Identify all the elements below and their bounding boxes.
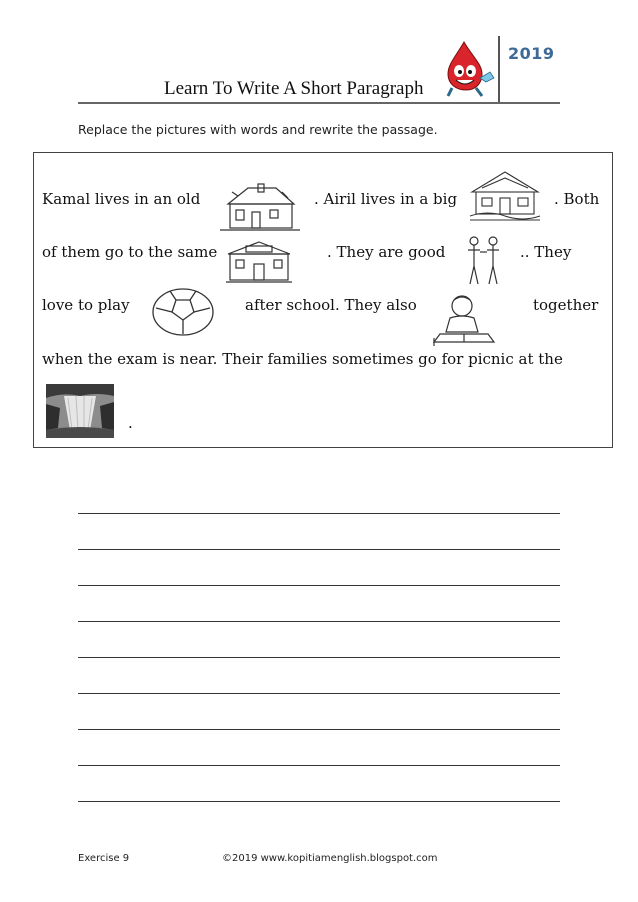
writing-line — [78, 657, 560, 658]
writing-line — [78, 621, 560, 622]
passage-line2-c: .. They — [520, 243, 572, 261]
writing-line — [78, 765, 560, 766]
passage-line3-c: together — [533, 296, 599, 314]
passage-line5-period: . — [128, 414, 133, 432]
old-house-icon — [218, 182, 302, 232]
passage-line1-c: . Both — [554, 190, 600, 208]
blood-drop-mascot-icon — [442, 38, 496, 100]
writing-line — [78, 801, 560, 802]
waterfall-icon — [46, 384, 114, 438]
passage-line2-a: of them go to the same — [42, 243, 218, 261]
year-label: 2019 — [508, 44, 555, 63]
copyright-text: ©2019 www.kopitiamenglish.blogspot.com — [222, 853, 438, 864]
school-icon — [224, 240, 294, 284]
passage-line4: when the exam is near. Their families sometimes go for picnic at the — [42, 350, 563, 368]
exercise-label: Exercise 9 — [78, 853, 130, 864]
header-divider — [498, 36, 500, 102]
passage-line3-a: love to play — [42, 296, 130, 314]
page-title: Learn To Write A Short Paragraph — [164, 78, 424, 99]
passage-line1-a: Kamal lives in an old — [42, 190, 201, 208]
passage-line1-b: . Airil lives in a big — [314, 190, 458, 208]
writing-line — [78, 693, 560, 694]
instruction-text: Replace the pictures with words and rewrite the passage. — [78, 122, 438, 137]
two-friends-icon — [462, 234, 506, 288]
writing-line — [78, 549, 560, 550]
studying-boy-icon — [430, 292, 500, 348]
football-icon — [150, 286, 216, 338]
writing-line — [78, 513, 560, 514]
title-underline — [78, 102, 560, 104]
passage-line2-b: . They are good — [327, 243, 446, 261]
writing-line — [78, 729, 560, 730]
passage-line3-b: after school. They also — [245, 296, 417, 314]
writing-line — [78, 585, 560, 586]
big-house-icon — [468, 168, 542, 222]
